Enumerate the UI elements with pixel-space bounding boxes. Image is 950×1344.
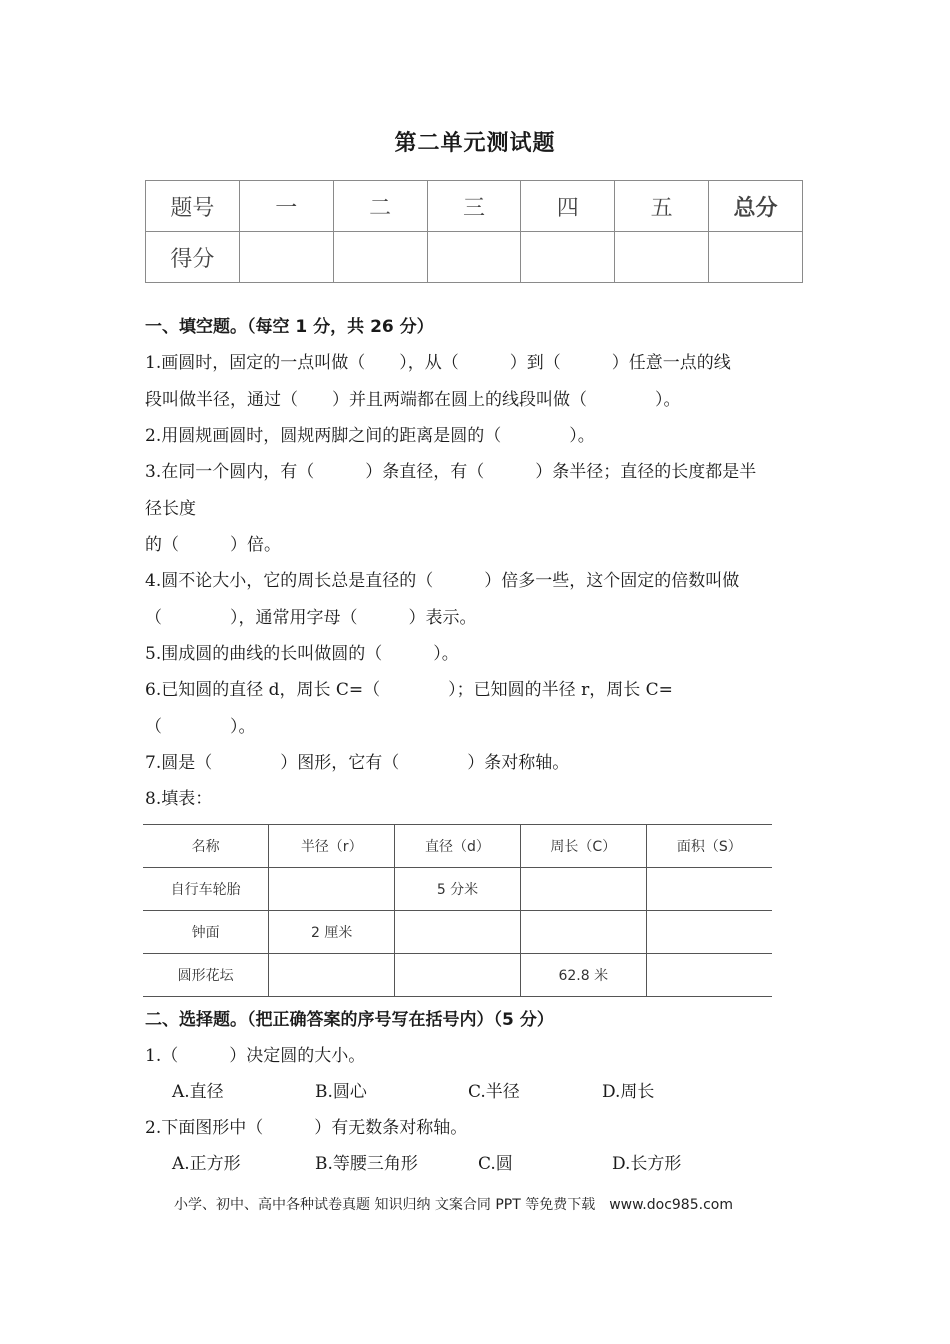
fill-cell: 2 厘米 — [269, 911, 395, 954]
question-line: 5.围成圆的曲线的长叫做圆的（ ）。 — [145, 644, 459, 664]
option-item: C.半径 — [468, 1082, 520, 1102]
question-line: 段叫做半径，通过（ ）并且两端都在圆上的线段叫做（ ）。 — [145, 390, 681, 410]
fill-cell — [646, 954, 772, 997]
fill-cell — [269, 954, 395, 997]
fill-cell — [395, 954, 521, 997]
section2-heading: 二、选择题。（把正确答案的序号写在括号内）（5 分） — [145, 1010, 554, 1030]
fill-header-cell: 名称 — [143, 825, 269, 868]
fill-header-cell: 周长（C） — [520, 825, 646, 868]
fill-header-cell: 面积（S） — [646, 825, 772, 868]
fill-header-cell: 半径（r） — [269, 825, 395, 868]
fill-cell — [646, 911, 772, 954]
question-line: 4.圆不论大小，它的周长总是直径的（ ）倍多一些，这个固定的倍数叫做 — [145, 571, 740, 591]
question-line: 1.（ ）决定圆的大小。 — [145, 1046, 366, 1066]
score-table-header-row — [146, 181, 803, 232]
option-item: B.等腰三角形 — [315, 1154, 418, 1174]
question-line: 3.在同一个圆内，有（ ）条直径，有（ ）条半径；直径的长度都是半 — [145, 462, 757, 482]
score-header-cell: 二 — [333, 181, 427, 232]
fill-cell — [646, 868, 772, 911]
score-table — [145, 180, 803, 283]
question-line: （ ）。 — [145, 717, 256, 737]
page-title: 第二单元测试题 — [394, 131, 556, 156]
fill-cell — [520, 911, 646, 954]
question-line: 的（ ）倍。 — [145, 535, 281, 555]
fill-cell — [269, 868, 395, 911]
fill-cell — [520, 868, 646, 911]
option-item: A.正方形 — [172, 1154, 241, 1174]
score-header-cell: 总分 — [709, 181, 803, 232]
score-cell — [333, 232, 427, 283]
score-cell — [239, 232, 333, 283]
fill-cell: 5 分米 — [395, 868, 521, 911]
score-cell — [427, 232, 521, 283]
question-line: 7.圆是（ ）图形，它有（ ）条对称轴。 — [145, 753, 570, 773]
question-line: 8.填表： — [145, 789, 213, 809]
table-row — [143, 954, 772, 997]
score-cell — [521, 232, 615, 283]
score-header-cell: 三 — [427, 181, 521, 232]
option-item: C.圆 — [478, 1154, 513, 1174]
fill-cell: 62.8 米 — [520, 954, 646, 997]
option-item: B.圆心 — [315, 1082, 367, 1102]
fill-cell: 圆形花坛 — [143, 954, 269, 997]
score-cell — [615, 232, 709, 283]
question-line: 1.画圆时，固定的一点叫做（ ），从（ ）到（ ）任意一点的线 — [145, 353, 731, 373]
score-header-cell: 五 — [615, 181, 709, 232]
question-line: 6.已知圆的直径 d，周长 C=（ ）；已知圆的半径 r，周长 C= — [145, 680, 673, 700]
table-row — [143, 868, 772, 911]
fill-header-cell: 直径（d） — [395, 825, 521, 868]
fill-table-header-row — [143, 825, 772, 868]
table-row — [143, 911, 772, 954]
section1-heading: 一、填空题。（每空 1 分，共 26 分） — [145, 317, 434, 337]
fill-cell: 自行车轮胎 — [143, 868, 269, 911]
option-item: A.直径 — [172, 1082, 224, 1102]
question-line: 2.下面图形中（ ）有无数条对称轴。 — [145, 1118, 468, 1138]
question-line: 径长度 — [145, 499, 196, 519]
question-line: （ ），通常用字母（ ）表示。 — [145, 608, 477, 628]
option-item: D.周长 — [602, 1082, 655, 1102]
fill-cell — [395, 911, 521, 954]
score-header-cell: 一 — [239, 181, 333, 232]
option-item: D.长方形 — [612, 1154, 682, 1174]
fill-cell: 钟面 — [143, 911, 269, 954]
score-header-cell: 题号 — [146, 181, 240, 232]
score-table-score-row — [146, 232, 803, 283]
score-cell — [709, 232, 803, 283]
score-row-label: 得分 — [146, 232, 240, 283]
fill-table — [143, 824, 772, 997]
score-header-cell: 四 — [521, 181, 615, 232]
footer-text: 小学、初中、高中各种试卷真题 知识归纳 文案合同 PPT 等免费下载 www.doc985.com — [174, 1197, 733, 1213]
question-line: 2.用圆规画圆时，圆规两脚之间的距离是圆的（ ）。 — [145, 426, 595, 446]
